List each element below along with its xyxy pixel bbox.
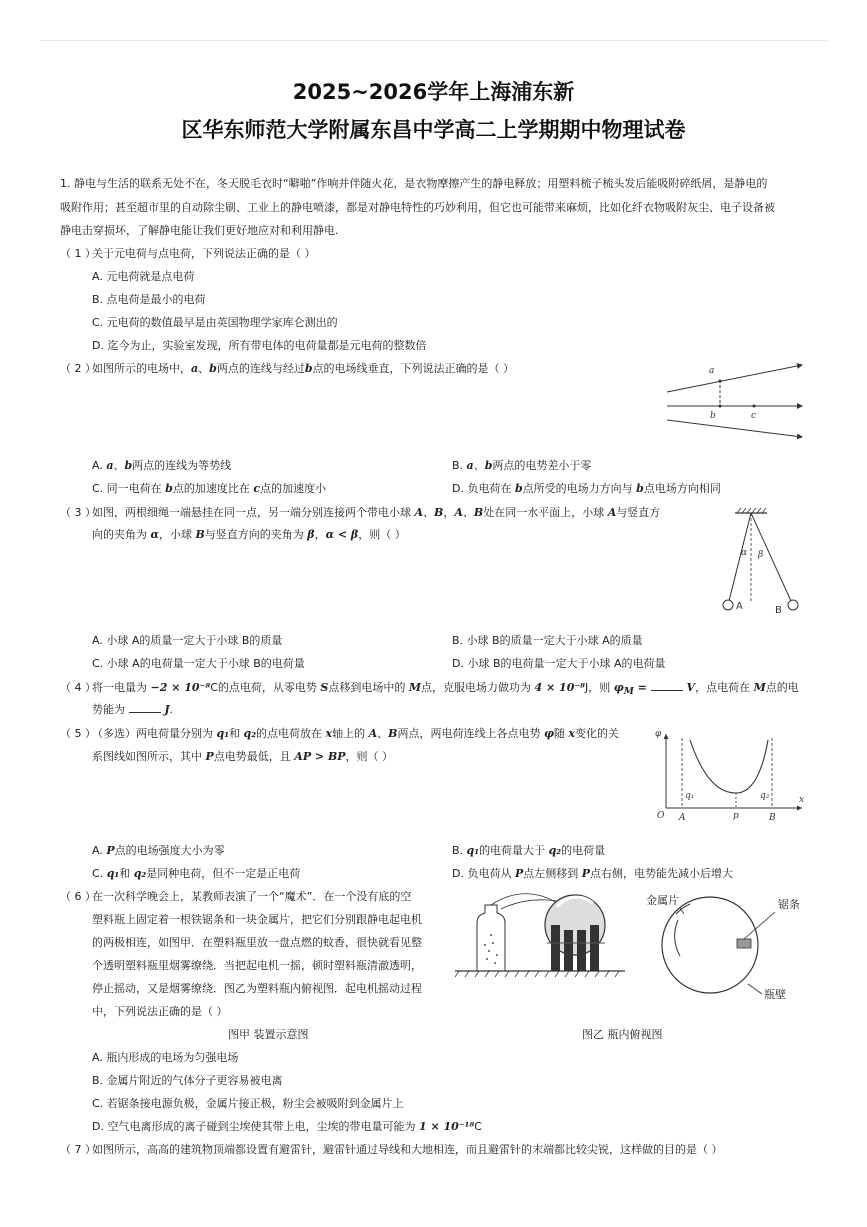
part6-option-c[interactable]: C. 若锯条接电源负极，金属片接正极，粉尘会被吸附到金属片上 bbox=[92, 1097, 404, 1110]
part4-number: （ 4 ） bbox=[60, 681, 96, 694]
figure-label-beta: β bbox=[758, 550, 764, 560]
part5-option-a[interactable]: A. P点的电场强度大小为零 bbox=[92, 844, 225, 857]
part3-number: （ 3 ） bbox=[60, 506, 96, 519]
figure-label-alpha: α bbox=[741, 548, 748, 558]
part1-option-a[interactable]: A. 元电荷就是点电荷 bbox=[92, 270, 195, 283]
figure-label-q1: q₁ bbox=[685, 791, 695, 801]
part7-stem: 如图所示，高高的建筑物顶端都设置有避雷针，避雷针通过导线和大地相连，而且避雷针的末端都比较尖锐，这样做的目的是（ ） bbox=[92, 1143, 723, 1156]
bottle-wall-label: 瓶壁 bbox=[764, 988, 786, 1001]
figure-a-caption: 图甲 装置示意图 bbox=[228, 1028, 309, 1041]
part7-number: （ 7 ） bbox=[60, 1143, 96, 1156]
part2-option-c[interactable]: C. 同一电荷在 b点的加速度比在 c点的加速度小 bbox=[92, 482, 327, 495]
figure-label-a: a bbox=[709, 366, 715, 376]
part1-option-b[interactable]: B. 点电荷是最小的电荷 bbox=[92, 293, 206, 306]
part5-option-c[interactable]: C. q₁和 q₂是同种电荷，但不一定是正电荷 bbox=[92, 867, 301, 880]
part3-stem-line1: 如图，两根细绳一端悬挂在同一点，另一端分别连接两个带电小球 A、B，A、B处在同一水平面上，小球 A与竖直方 bbox=[92, 506, 661, 519]
part3-option-a[interactable]: A. 小球 A的质量一定大于小球 B的质量 bbox=[92, 634, 283, 647]
part5-option-d[interactable]: D. 负电荷从 P点左侧移到 P点右侧，电势能先减小后增大 bbox=[452, 867, 734, 880]
figure-label-A: A bbox=[679, 813, 686, 823]
q1-stem-line1: 1. 静电与生活的联系无处不在，冬天脱毛衣时“噼啪”作响并伴随火花，是衣物摩擦产生的静电释放；用塑料梳子梳头发后能吸附碎纸屑，是静电的 bbox=[60, 177, 768, 190]
figure-label-B: B bbox=[775, 605, 782, 616]
saw-blade-label: 锯条 bbox=[778, 898, 800, 911]
part6-number: （ 6 ） bbox=[60, 890, 96, 903]
exam-title-line1: 2025~2026学年上海浦东新 bbox=[292, 80, 575, 104]
bottle-top-view-figure bbox=[640, 890, 810, 1000]
potential-energy-answer-blank[interactable] bbox=[129, 702, 161, 713]
part3-option-d[interactable]: D. 小球 B的电荷量一定大于小球 A的电荷量 bbox=[452, 657, 666, 670]
part1-option-c[interactable]: C. 元电荷的数值最早是由英国物理学家库仑测出的 bbox=[92, 316, 338, 329]
part6-stem-line2: 塑料瓶上固定着一根铁锯条和一块金属片，把它们分别跟静电起电机 bbox=[92, 913, 422, 926]
part6-option-d[interactable]: D. 空气电离形成的离子碰到尘埃使其带上电，尘埃的带电量可能为 1 × 10⁻¹⁸C bbox=[92, 1120, 482, 1133]
part6-stem-line1: 在一次科学晚会上，某教师表演了一个“魔术”．在一个没有底的空 bbox=[92, 890, 412, 903]
part3-stem-line2: 向的夹角为 α，小球 B与竖直方向的夹角为 β，α < β，则（ ） bbox=[92, 528, 406, 541]
part1-number: （ 1 ） bbox=[60, 247, 96, 260]
pendulum-balls-figure bbox=[715, 505, 810, 620]
part2-option-b[interactable]: B. a、b两点的电势差小于零 bbox=[452, 459, 592, 472]
part4-stem-line2: 势能为 J. bbox=[92, 703, 174, 716]
part3-option-b[interactable]: B. 小球 B的质量一定大于小球 A的质量 bbox=[452, 634, 643, 647]
electric-field-lines-figure bbox=[662, 360, 812, 445]
figure-label-A: A bbox=[736, 601, 743, 612]
potential-answer-blank[interactable] bbox=[651, 680, 683, 691]
figure-label-q2: q₂ bbox=[760, 791, 770, 801]
apparatus-figure bbox=[455, 885, 630, 980]
q1-stem-line2: 吸附作用；甚至超市里的自动除尘刷、工业上的静电喷漆，都是对静电特性的巧妙利用，但它也可能带来麻烦，比如化纤衣物吸附灰尘、电子设备被 bbox=[60, 201, 775, 214]
part4-stem-line1: 将一电量为 −2 × 10⁻⁸C的点电荷，从零电势 S点移到电场中的 M点，克服电场力做功为 4 × 10⁻⁸J，则 $\varphi_M = V$，点电荷在 M点的电 bbox=[92, 681, 799, 698]
metal-sheet-label: 金属片 bbox=[646, 894, 679, 907]
figure-label-c: c bbox=[751, 411, 757, 421]
part2-stem: 如图所示的电场中，a、b两点的连线与经过b点的电场线垂直，下列说法正确的是（ ） bbox=[92, 362, 515, 375]
potential-curve-figure bbox=[652, 726, 812, 826]
part5-stem-line2: 系图线如图所示，其中 P点电势最低，且 AP > BP，则（ ） bbox=[92, 750, 394, 763]
figure-b-caption: 图乙 瓶内俯视图 bbox=[582, 1028, 663, 1041]
part6-option-b[interactable]: B. 金属片附近的气体分子更容易被电离 bbox=[92, 1074, 283, 1087]
figure-label-x: x bbox=[799, 795, 805, 805]
part6-option-a[interactable]: A. 瓶内形成的电场为匀强电场 bbox=[92, 1051, 239, 1064]
part1-stem: 关于元电荷与点电荷，下列说法正确的是（ ） bbox=[92, 247, 316, 260]
part5-stem-line1: （多选）两电荷量分别为 q₁和 q₂的点电荷放在 x轴上的 A、B两点，两电荷连线上各点电势 φ随 x变化的关 bbox=[92, 727, 619, 740]
part6-stem-line3: 的两极相连，如图甲．在塑料瓶里放一盘点燃的蚊香，很快就看见整 bbox=[92, 936, 422, 949]
figure-label-b: b bbox=[710, 411, 716, 421]
part2-number: （ 2 ） bbox=[60, 362, 96, 375]
part5-option-b[interactable]: B. q₁的电荷量大于 q₂的电荷量 bbox=[452, 844, 606, 857]
figure-label-B: B bbox=[769, 813, 776, 823]
part1-option-d[interactable]: D. 迄今为止，实验室发现，所有带电体的电荷量都是元电荷的整数倍 bbox=[92, 339, 427, 352]
part6-stem-line5: 停止摇动，又是烟雾缭绕．图乙为塑料瓶内俯视图．起电机摇动过程 bbox=[92, 982, 422, 995]
figure-label-phi: φ bbox=[655, 729, 662, 739]
header-divider bbox=[40, 40, 827, 41]
part2-option-a[interactable]: A. a、b两点的连线为等势线 bbox=[92, 459, 232, 472]
figure-label-origin: O bbox=[657, 811, 665, 821]
figure-label-P: p bbox=[733, 811, 739, 821]
part5-number: （ 5 ） bbox=[60, 727, 96, 740]
part6-stem-line6: 中，下列说法正确的是（ ） bbox=[92, 1005, 228, 1018]
exam-title-line2: 区华东师范大学附属东昌中学高二上学期期中物理试卷 bbox=[181, 118, 686, 142]
part2-option-d[interactable]: D. 负电荷在 b点所受的电场力方向与 b点电场方向相同 bbox=[452, 482, 721, 495]
part3-option-c[interactable]: C. 小球 A的电荷量一定大于小球 B的电荷量 bbox=[92, 657, 305, 670]
q1-stem-line3: 静电击穿损坏，了解静电能让我们更好地应对和利用静电. bbox=[60, 224, 339, 237]
part6-stem-line4: 个透明塑料瓶里烟雾缭绕．当把起电机一摇，顿时塑料瓶清澈透明， bbox=[92, 959, 422, 972]
